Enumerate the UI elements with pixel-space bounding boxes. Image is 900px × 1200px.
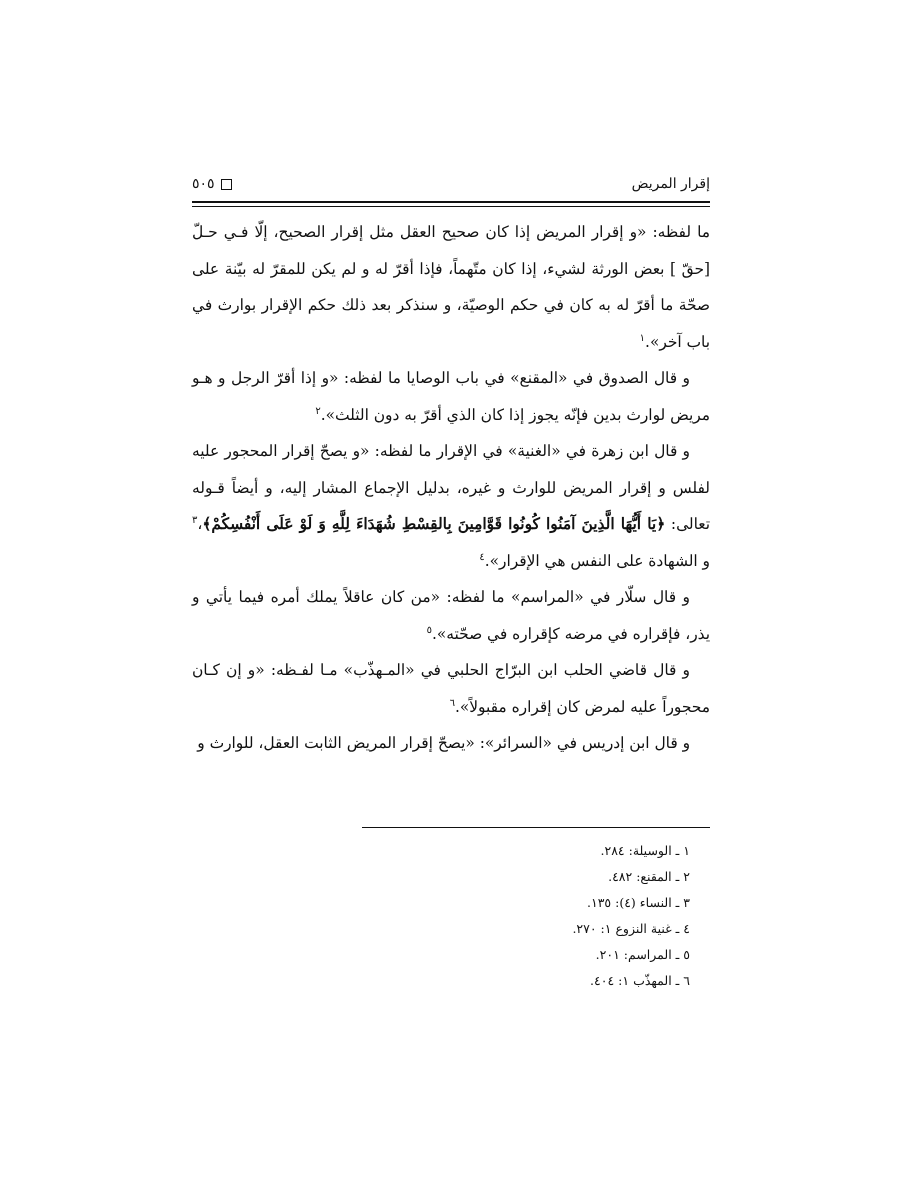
page-number-block xyxy=(192,176,232,192)
paragraph-1: ما لفظه: «و إقرار المريض إذا كان صحيح العقل مثل إقرار الصحيح، إلّا فـي حـلّ [حقّ ] بعض الورثة لشيء، إذا كان متّهماً، فإذا أقرّ له و لم يكن للمقرّ له بيّنة على صحّة ما أقرّ له به كان في حكم الوصيّة، و سنذكر بعد ذلك حكم الإقرار بوارث في باب آخر».$^١$ xyxy=(192,223,710,351)
footnote-ref-2[interactable]: ٢ xyxy=(315,405,321,417)
footnote-ref-1[interactable]: ١ xyxy=(639,332,646,344)
footnotes xyxy=(192,838,690,994)
footnote-ref-6[interactable]: ٦ xyxy=(449,697,455,709)
footnote-ref-4[interactable]: ٤ xyxy=(479,551,485,563)
footnote-5: ٥ ـ المراسم: ٢٠١. xyxy=(595,947,690,962)
paragraph-3: و قال ابن زهرة في «الغنية» في الإقرار ما لفظه: «و يصحّ إقرار المحجور عليه لفلس و إقرار المريض للوارث و غيره، بدليل الإجماع المشار إليه، و أيضاً قـوله تعالى: ﴿يَا أَيُّهَا الَّذِينَ آمَنُوا كُونُوا قَوَّامِينَ بِالقِسْطِ شُهَدَاءَ لِلَّهِ وَ لَوْ عَلَى أَنْفُسِكُمْ﴾،$^٣$ و الشهادة على النفس هي الإقرار».$^٤$ xyxy=(192,442,710,570)
paragraph-2: و قال الصدوق في «المقنع» في باب الوصايا ما لفظه: «و إذا أقرّ الرجل و هـو مريض لوارث بدين فإنّه يجوز إذا كان الذي أقرّ به دون الثلث».$^٢$ xyxy=(192,369,710,424)
footnote-ref-5[interactable]: ٥ xyxy=(426,624,432,636)
footnote-1: ١ ـ الوسيلة: ٢٨٤. xyxy=(600,843,690,858)
footnote-ref-3[interactable]: ٣ xyxy=(192,515,198,526)
main-text xyxy=(192,214,710,762)
footnote-4: ٤ ـ غنية النزوع ١: ٢٧٠. xyxy=(572,921,690,936)
footnote-6: ٦ ـ المهذّب ١: ٤٠٤. xyxy=(590,973,690,988)
footnote-2: ٢ ـ المقنع: ٤٨٢. xyxy=(608,869,690,884)
paragraph-6: و قال ابن إدريس في «السرائر»: «يصحّ إقرار المريض الثابت العقل، للوارث و xyxy=(197,734,690,752)
page-number: ٥٠٥ xyxy=(192,176,215,192)
paragraph-4: و قال سلّار في «المراسم» ما لفظه: «من كان عاقلاً يملك أمره فيما يأتي و يذر، فإقراره في مرضه كإقراره في صحّته».$^٥$ xyxy=(192,588,710,643)
footnote-separator xyxy=(362,827,710,828)
quran-verse: ﴿يَا أَيُّهَا الَّذِينَ آمَنُوا كُونُوا قَوَّامِينَ بِالقِسْطِ شُهَدَاءَ لِلَّهِ وَ لَوْ عَلَى أَنْفُسِكُمْ﴾ xyxy=(202,515,666,533)
footnote-3: ٣ ـ النساء (٤): ١٣٥. xyxy=(587,895,690,910)
header-rule-thick xyxy=(192,201,710,203)
paragraph-5: و قال قاضي الحلب ابن البرّاج الحلبي في «المـهذّب» مـا لفـظه: «و إن كـان محجوراً عليه لمرض كان إقراره مقبولاً».$^٦$ xyxy=(192,661,710,716)
running-title: إقرار المريض xyxy=(631,176,710,192)
header-rule-thin xyxy=(192,206,710,207)
square-icon xyxy=(221,179,232,190)
page-header xyxy=(192,176,710,198)
